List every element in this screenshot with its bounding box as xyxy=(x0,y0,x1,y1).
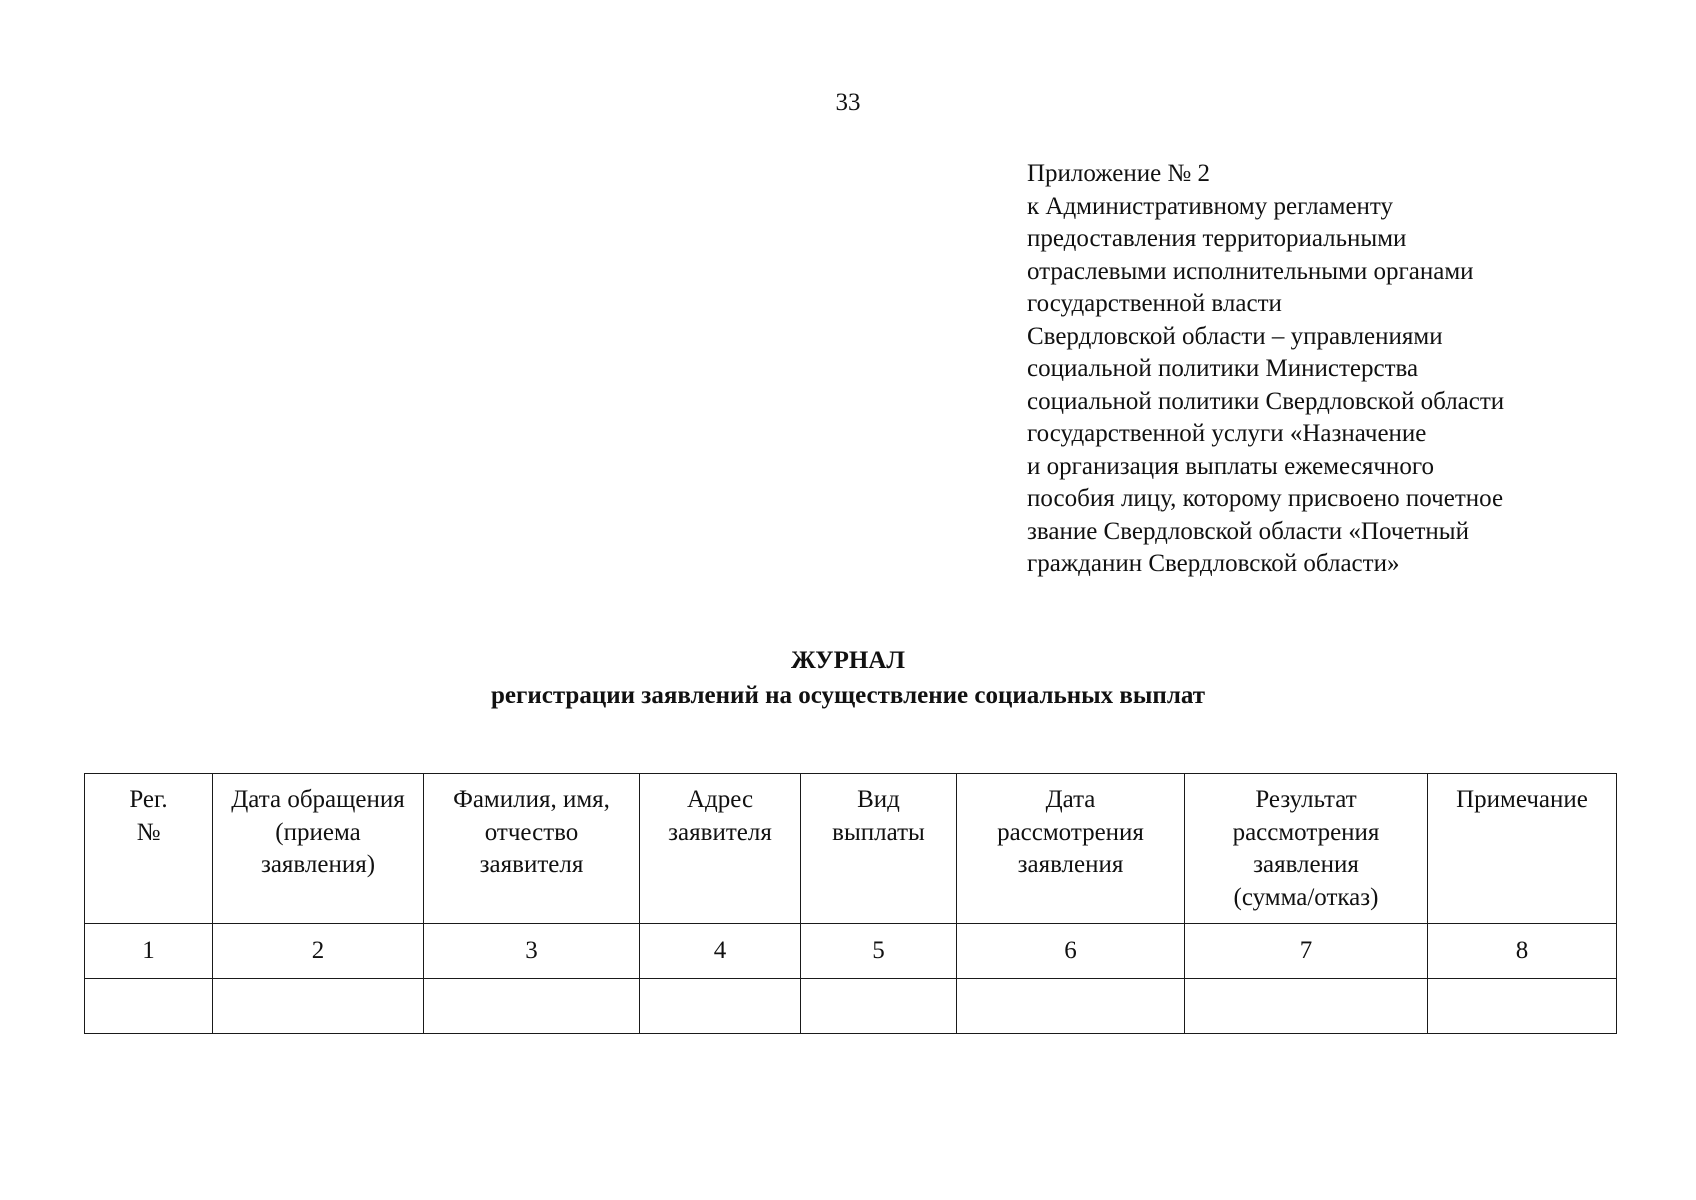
column-header-review-date xyxy=(957,774,1185,924)
column-header-note xyxy=(1428,774,1617,924)
appendix-line: Свердловской области – управлениями xyxy=(1027,322,1443,350)
empty-cell xyxy=(957,979,1185,1034)
empty-cell xyxy=(213,979,424,1034)
column-header-reg-number xyxy=(85,774,213,924)
appendix-line: предоставления территориальными xyxy=(1027,225,1407,252)
header-line: Примечание xyxy=(1456,786,1588,813)
appendix-block xyxy=(1027,158,1667,581)
appendix-line: и организация выплаты ежемесячного xyxy=(1027,452,1434,480)
column-header-payment-type xyxy=(801,774,957,924)
column-number-cell: 4 xyxy=(640,924,801,979)
empty-cell xyxy=(801,979,957,1034)
column-header-applicant-address xyxy=(640,774,801,924)
column-number-cell: 8 xyxy=(1428,924,1617,979)
appendix-line: отраслевыми исполнительными органами xyxy=(1027,257,1474,285)
column-number-cell: 2 xyxy=(213,924,424,979)
appendix-line: Приложение № 2 xyxy=(1027,160,1211,187)
empty-cell xyxy=(640,979,801,1034)
header-line: отчество xyxy=(484,818,579,846)
empty-cell xyxy=(1428,979,1617,1034)
header-line: Дата xyxy=(1045,786,1096,813)
table-header-row xyxy=(85,774,1617,924)
appendix-line: пособия лицу, которому присвоено почетное xyxy=(1027,485,1504,512)
header-line: Рег. xyxy=(129,786,168,813)
header-line: рассмотрения xyxy=(997,818,1144,846)
appendix-line: социальной политики Министерства xyxy=(1027,355,1419,382)
column-number-cell: 7 xyxy=(1185,924,1428,979)
journal-table xyxy=(84,773,1617,1034)
appendix-line: гражданин Свердловской области» xyxy=(1027,550,1400,577)
empty-cell xyxy=(85,979,213,1034)
empty-cell xyxy=(424,979,640,1034)
appendix-line: к Административному регламенту xyxy=(1027,192,1394,220)
header-line: заявления) xyxy=(260,851,376,878)
empty-table-row xyxy=(85,979,1617,1034)
appendix-line: социальной политики Свердловской области xyxy=(1027,387,1505,415)
header-line: заявителя xyxy=(479,851,584,878)
appendix-line: государственной власти xyxy=(1027,290,1282,317)
header-line: заявителя xyxy=(668,818,772,846)
header-line: (сумма/отказ) xyxy=(1233,883,1379,911)
column-number-cell: 1 xyxy=(85,924,213,979)
appendix-line: звание Свердловской области «Почетный xyxy=(1027,517,1469,545)
header-line: заявления xyxy=(1253,851,1359,878)
column-number-cell: 5 xyxy=(801,924,957,979)
appendix-line: государственной услуги «Назначение xyxy=(1027,420,1427,447)
column-header-review-result xyxy=(1185,774,1428,924)
header-line: выплаты xyxy=(832,818,925,846)
header-line: № xyxy=(136,818,161,846)
page-number: 33 xyxy=(835,89,861,116)
document-subtitle: регистрации заявлений на осуществление социальных выплат xyxy=(490,682,1205,709)
column-number-cell: 6 xyxy=(957,924,1185,979)
header-line: (приема xyxy=(275,818,361,846)
header-line: заявления xyxy=(1017,851,1124,878)
header-line: рассмотрения xyxy=(1232,818,1380,846)
header-line: Дата обращения xyxy=(231,786,405,813)
header-line: Вид xyxy=(857,786,900,813)
document-title: ЖУРНАЛ xyxy=(790,647,906,674)
header-line: Фамилия, имя, xyxy=(453,786,610,813)
column-header-application-date xyxy=(213,774,424,924)
column-number-row xyxy=(85,924,1617,979)
empty-cell xyxy=(1185,979,1428,1034)
header-line: Результат xyxy=(1255,786,1357,813)
column-header-applicant-name xyxy=(424,774,640,924)
column-number-cell: 3 xyxy=(424,924,640,979)
header-line: Адрес xyxy=(686,786,754,813)
